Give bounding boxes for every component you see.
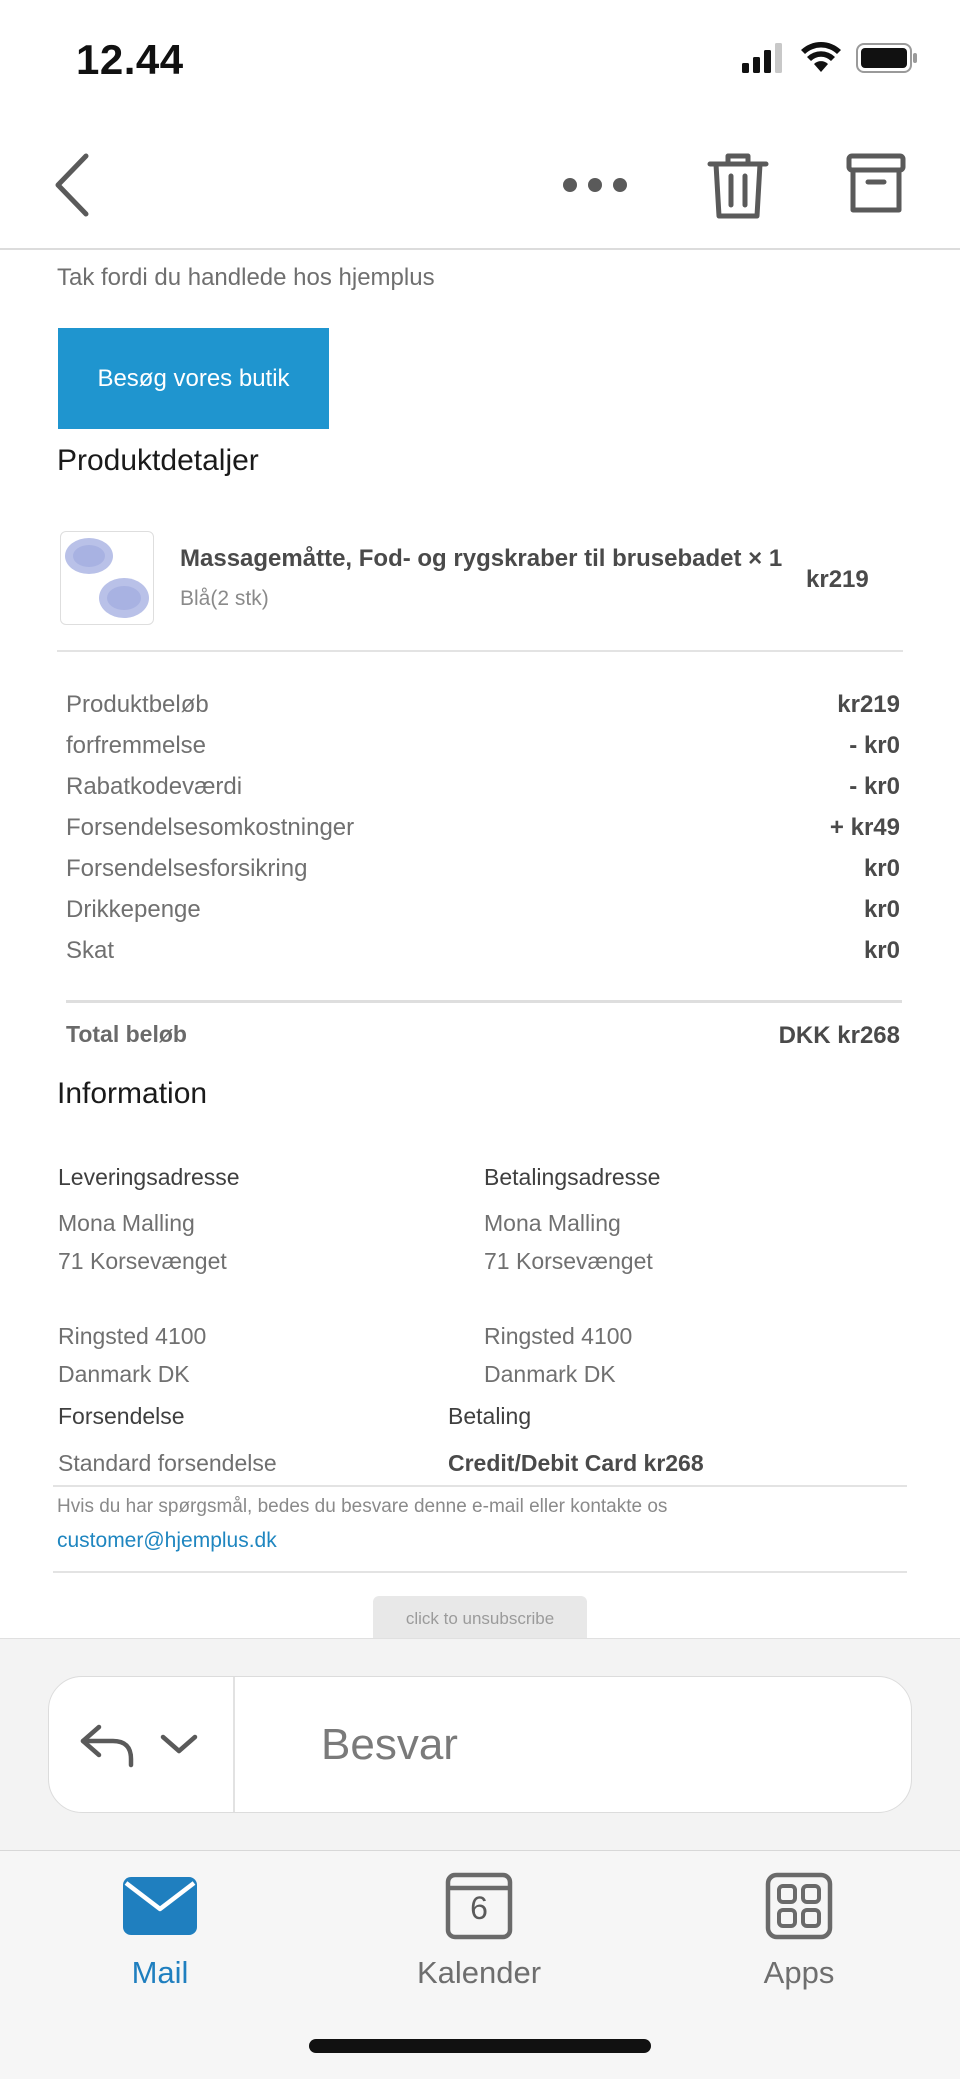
battery-icon	[856, 43, 918, 73]
product-name: Massagemåtte, Fod- og rygskraber til brusebadet × 1	[180, 545, 783, 572]
summary-value: kr0	[863, 936, 900, 964]
calendar-day: 6	[470, 1890, 488, 1926]
billing-name: Mona Malling	[484, 1210, 621, 1236]
thanks-text: Tak fordi du handlede hos hjemplus	[57, 264, 435, 291]
tab-calendar[interactable]	[379, 1871, 579, 2021]
summary-row	[66, 889, 900, 930]
unsubscribe-button[interactable]: click to unsubscribe	[373, 1596, 587, 1642]
contact-email-link[interactable]: customer@hjemplus.dk	[57, 1529, 277, 1552]
information-title: Information	[57, 1077, 208, 1110]
reply-area	[0, 1638, 960, 1850]
billing-address-heading: Betalingsadresse	[484, 1164, 661, 1190]
delivery-city: Ringsted 4100	[58, 1323, 207, 1349]
contact-text: Hvis du har spørgsmål, bedes du besvare denne e-mail eller kontakte os	[57, 1496, 668, 1517]
mail-icon	[120, 1871, 200, 1941]
product-details-title: Produktdetaljer	[57, 444, 259, 477]
divider	[66, 1000, 902, 1003]
summary-row	[66, 684, 900, 725]
billing-country: Danmark DK	[484, 1361, 616, 1387]
total-label: Total beløb	[66, 1021, 187, 1047]
summary-label: Skat	[66, 936, 115, 964]
summary-label: Forsendelsesforsikring	[66, 854, 308, 882]
tab-calendar-label: Kalender	[416, 1955, 542, 1990]
summary-label: forfremmelse	[66, 731, 207, 759]
divider	[57, 650, 903, 652]
summary-value: kr0	[863, 895, 900, 923]
summary-value: - kr0	[849, 731, 900, 759]
payment-label: Betaling	[448, 1403, 532, 1429]
order-summary	[66, 684, 900, 971]
billing-street: 71 Korsevænget	[484, 1248, 653, 1274]
massage-mat-image	[61, 532, 154, 625]
reply-options-button[interactable]	[49, 1677, 235, 1812]
summary-value: + kr49	[829, 813, 900, 841]
summary-value: kr219	[837, 690, 900, 718]
status-icons	[742, 42, 918, 74]
reply-arrow-icon	[77, 1721, 137, 1769]
visit-shop-button[interactable]: Besøg vores butik	[58, 328, 329, 429]
divider	[53, 1571, 907, 1573]
apps-grid-icon	[759, 1871, 839, 1941]
back-chevron-icon[interactable]	[50, 150, 100, 220]
delivery-address	[58, 1164, 458, 1399]
billing-address	[484, 1164, 884, 1399]
shipping-value: Standard forsendelse	[58, 1450, 277, 1476]
summary-row	[66, 725, 900, 766]
cellular-signal-icon	[742, 43, 786, 73]
summary-label: Rabatkodeværdi	[66, 772, 243, 800]
delivery-address-heading: Leveringsadresse	[58, 1164, 240, 1190]
tab-apps-label: Apps	[763, 1955, 835, 1990]
more-options-icon[interactable]	[560, 170, 630, 200]
reply-input[interactable]	[235, 1677, 911, 1812]
tab-mail[interactable]	[60, 1871, 260, 2021]
chevron-down-icon	[159, 1731, 199, 1757]
tab-mail-label: Mail	[131, 1955, 189, 1990]
calendar-icon	[439, 1871, 519, 1941]
archive-icon[interactable]	[846, 152, 906, 216]
summary-row	[66, 807, 900, 848]
tab-apps[interactable]	[699, 1871, 899, 2021]
payment-value: Credit/Debit Card kr268	[448, 1450, 704, 1476]
nav-bar	[0, 130, 960, 250]
wifi-icon	[800, 42, 842, 74]
status-time: 12.44	[76, 36, 184, 83]
billing-city: Ringsted 4100	[484, 1323, 633, 1349]
summary-row	[66, 766, 900, 807]
delivery-street: 71 Korsevænget	[58, 1248, 227, 1274]
summary-value: kr0	[863, 854, 900, 882]
product-price: kr219	[806, 566, 869, 593]
summary-label: Forsendelsesomkostninger	[66, 813, 355, 841]
home-indicator	[309, 2039, 651, 2053]
product-variant: Blå(2 stk)	[180, 587, 269, 610]
product-image	[60, 531, 154, 625]
summary-row	[66, 848, 900, 889]
delivery-country: Danmark DK	[58, 1361, 190, 1387]
trash-icon[interactable]	[706, 150, 770, 222]
summary-value: - kr0	[849, 772, 900, 800]
divider	[53, 1485, 907, 1487]
delivery-name: Mona Malling	[58, 1210, 195, 1236]
summary-label: Drikkepenge	[66, 895, 201, 923]
shipping-label: Forsendelse	[58, 1403, 185, 1429]
reply-box	[48, 1676, 912, 1813]
summary-label: Produktbeløb	[66, 690, 209, 718]
total-value: DKK kr268	[778, 1022, 900, 1049]
summary-row	[66, 930, 900, 971]
status-bar	[0, 0, 960, 120]
